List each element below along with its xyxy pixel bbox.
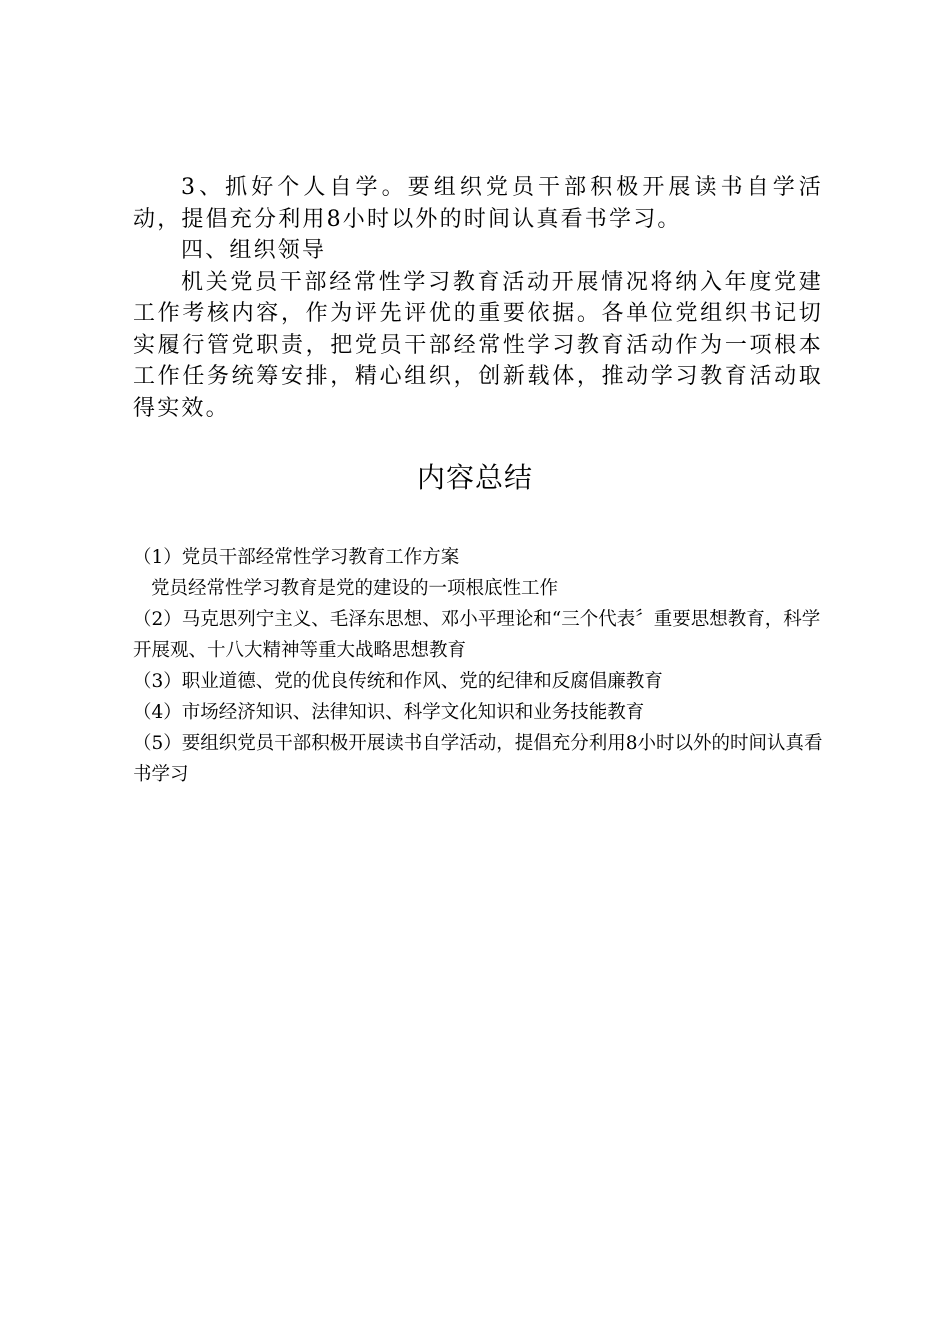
section-heading-organization: 四、组织领导 (181, 238, 327, 263)
body-text (133, 172, 823, 424)
summary-item: （5）要组织党员干部积极开展读书自学活动，提倡充分利用8小时以外的时间认真看书学习 (133, 733, 823, 785)
paragraph-self-study: 3、抓好个人自学。要组织党员干部积极开展读书自学活动，提倡充分利用8小时以外的时间认真看书学习。 (133, 175, 823, 232)
summary-item: （2）马克思列宁主义、毛泽东思想、邓小平理论和“三个代表〞重要思想教育，科学开展观、十八大精神等重大战略思想教育 (133, 609, 821, 661)
summary-list (133, 542, 825, 790)
summary-item: 党员经常性学习教育是党的建设的一项根底性工作 (151, 578, 559, 599)
paragraph-organization: 机关党员干部经常性学习教育活动开展情况将纳入年度党建工作考核内容，作为评先评优的重要依据。各单位党组织书记切实履行管党职责，把党员干部经常性学习教育活动作为一项根本工作任务统筹安排，精心组织，创新载体，推动学习教育活动取得实效。 (133, 269, 823, 421)
summary-title: 内容总结 (416, 461, 533, 494)
summary-item: （4）市场经济知识、法律知识、科学文化知识和业务技能教育 (133, 702, 645, 723)
summary-item: （3）职业道德、党的优良传统和作风、党的纪律和反腐倡廉教育 (133, 671, 663, 692)
summary-item: （1）党员干部经常性学习教育工作方案 (133, 547, 460, 568)
